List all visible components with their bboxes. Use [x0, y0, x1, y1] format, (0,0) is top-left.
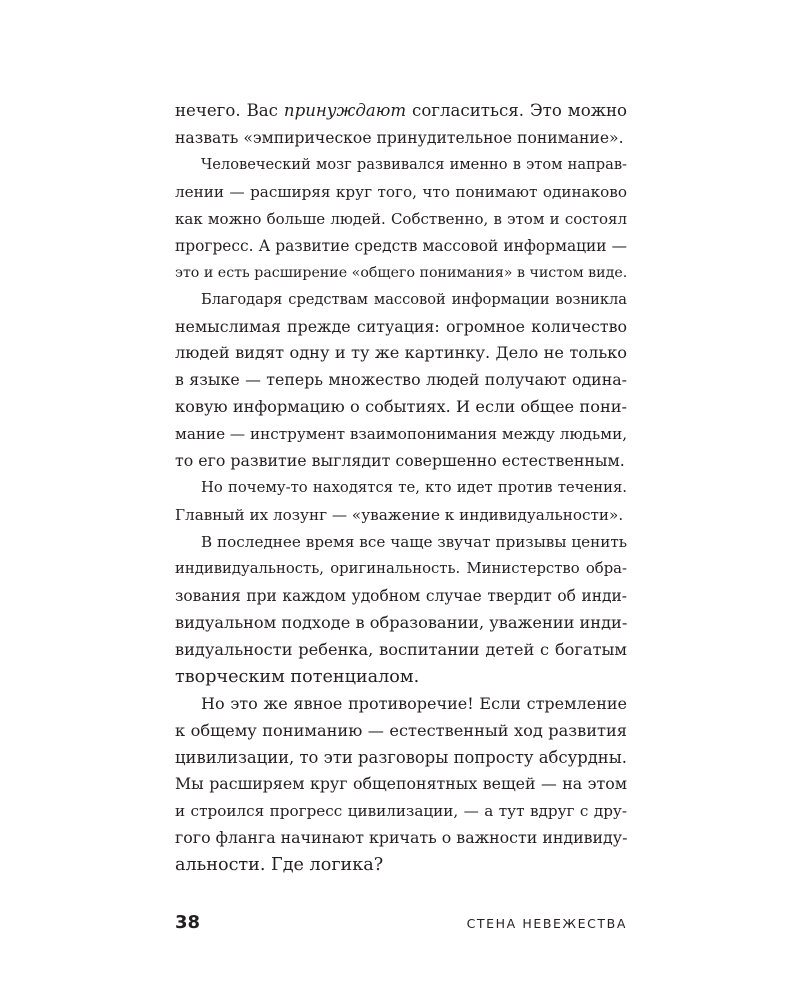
text-line: людей видят одну и ту же картинку. Дело не только — [175, 343, 627, 363]
running-head: СТЕНА НЕВЕЖЕСТВА — [466, 916, 627, 931]
text-line: ковую информацию о событиях. И если общее пони- — [175, 397, 627, 417]
text-line: немыслимая прежде ситуация: огромное количество — [175, 316, 627, 336]
text-line: В последнее время все чаще звучат призывы ценить — [201, 533, 627, 551]
text-line: зования при каждом удобном случае твердит об инди- — [175, 586, 627, 605]
text-line: альности. Где логика? — [175, 855, 384, 876]
text-line: индивидуальность, оригинальность. Министерство обра- — [175, 559, 627, 577]
text-line: как можно больше людей. Собственно, в этом и состоял — [175, 209, 627, 228]
text-line: творческим потенциалом. — [175, 666, 420, 687]
text-line: цивилизации, то эти разговоры попросту абсурдны. — [175, 747, 627, 767]
text-line: к общему пониманию — естественный ход развития — [175, 720, 627, 740]
text-line: то его развитие выглядит совершенно естественным. — [175, 451, 625, 471]
text-line: нечего. Вас принуждают согласиться. Это можно — [175, 101, 628, 120]
text-line: Человеческий мозг развивался именно в этом направ- — [201, 155, 627, 173]
page-number: 38 — [175, 912, 201, 933]
text-line: Но это же явное противоречие! Если стремление — [201, 693, 627, 713]
text-line: в языке — теперь множество людей получают одина- — [175, 370, 627, 390]
emphasis: принуждают — [283, 101, 407, 120]
text-line: и строился прогресс цивилизации, — а тут вдруг с дру- — [175, 802, 627, 821]
text-line: гого фланга начинают кричать о важности индивиду- — [175, 828, 628, 848]
text-line: Мы расширяем круг общепонятных вещей — на этом — [175, 774, 627, 794]
text-line: назвать «эмпирическое принудительное понимание». — [175, 128, 624, 147]
text-line: прогресс. А развитие средств массовой информации — — [175, 236, 627, 255]
text-line: видуальном подходе в образовании, уважении инди- — [175, 612, 628, 632]
text-line: лении — расширяя круг того, что понимают одинаково — [175, 182, 627, 201]
body-text — [175, 98, 627, 879]
text-line: Но почему-то находятся те, кто идет против течения. — [201, 479, 627, 497]
text-line: Главный их лозунг — «уважение к индивидуальности». — [175, 506, 624, 525]
text-line: это и есть расширение «общего понимания» в чистом виде. — [175, 264, 628, 281]
text-line: Благодаря средствам массовой информации возникла — [201, 290, 627, 308]
text-line: видуальности ребенка, воспитании детей с богатым — [175, 639, 627, 659]
page-footer — [175, 912, 627, 940]
text-line: мание — инструмент взаимопонимания между людьми, — [175, 425, 628, 444]
